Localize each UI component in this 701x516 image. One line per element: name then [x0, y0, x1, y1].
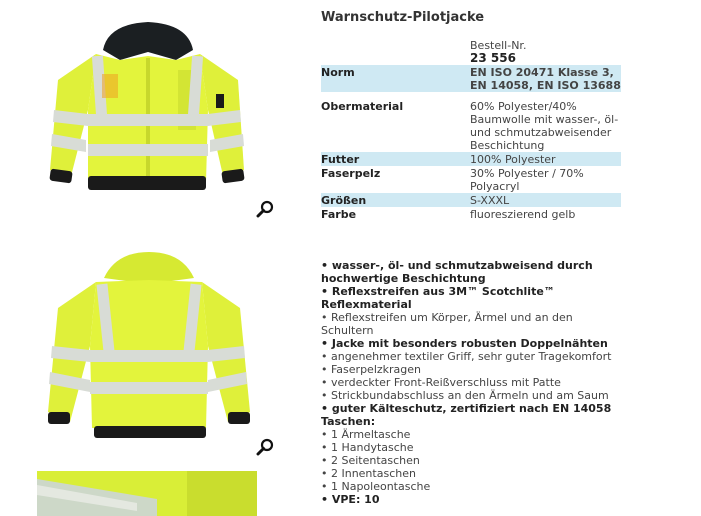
feature-list	[321, 259, 621, 506]
jacket-detail-image[interactable]	[37, 471, 257, 516]
pocket-item: • 1 Handytasche	[321, 441, 414, 454]
spec-row-obermaterial	[321, 92, 621, 152]
feature-item: • Faserpelzkragen	[321, 363, 421, 376]
order-number-value: 23 556	[470, 51, 516, 65]
spec-label: Futter	[321, 152, 470, 166]
page-title: Warnschutz-Pilotjacke	[321, 10, 485, 25]
pocket-item: • 1 Napoleontasche	[321, 480, 431, 493]
order-row	[321, 38, 621, 65]
jacket-back-image[interactable]	[46, 250, 252, 446]
spec-label: Farbe	[321, 208, 357, 221]
pocket-item: • 2 Innentaschen	[321, 467, 416, 480]
spec-label: Obermaterial	[321, 100, 404, 113]
spec-value: 100% Polyester	[470, 152, 621, 166]
spec-value-norm: EN ISO 20471 Klasse 3, EN 14058, EN ISO 13688	[470, 66, 621, 92]
pocket-item: • 2 Seitentaschen	[321, 454, 420, 467]
spec-label: Größen	[321, 193, 470, 207]
zoom-magnifier-icon-2[interactable]	[256, 438, 274, 456]
spec-value: 30% Polyester / 70% Polyacryl	[470, 167, 584, 193]
order-number-label: Bestell-Nr.	[470, 39, 527, 52]
feature-item: • verdeckter Front-Reißverschluss mit Patte	[321, 376, 561, 389]
spec-row-norm	[321, 65, 621, 92]
zoom-magnifier-icon[interactable]	[256, 200, 274, 218]
feature-item: • Jacke mit besonders robusten Doppelnähten	[321, 337, 608, 350]
pockets-heading: Taschen:	[321, 415, 376, 428]
feature-item: • Strickbundabschluss an den Ärmeln und am Saum	[321, 389, 609, 402]
spec-row-futter	[321, 152, 621, 166]
spec-value: fluoreszierend gelb	[470, 208, 576, 221]
feature-item: • wasser-, öl- und schmutzabweisend durch hochwertige Beschichtung	[321, 259, 593, 285]
spec-row-groessen	[321, 193, 621, 207]
spec-row-faserpelz	[321, 166, 621, 193]
spec-table	[321, 38, 621, 221]
jacket-front-image[interactable]	[48, 20, 248, 210]
spec-label: Faserpelz	[321, 167, 381, 180]
feature-item: • angenehmer textiler Griff, sehr guter Tragekomfort	[321, 350, 612, 363]
spec-value: S-XXXL	[470, 193, 621, 207]
spec-row-farbe	[321, 207, 621, 221]
pocket-item: • 1 Ärmeltasche	[321, 428, 411, 441]
feature-item: • Reflexstreifen aus 3M™ Scotchlite™ Reflexmaterial	[321, 285, 555, 311]
feature-item: • guter Kälteschutz, zertifiziert nach EN 14058	[321, 402, 612, 415]
vpe-item: • VPE: 10	[321, 493, 380, 506]
product-images	[0, 0, 300, 516]
feature-item: • Reflexstreifen um Körper, Ärmel und an den Schultern	[321, 311, 573, 337]
spec-value: 60% Polyester/40% Baumwolle mit wasser-, öl- und schmutzabweisender Beschichtung	[470, 100, 619, 152]
spec-label: Norm	[321, 65, 470, 92]
